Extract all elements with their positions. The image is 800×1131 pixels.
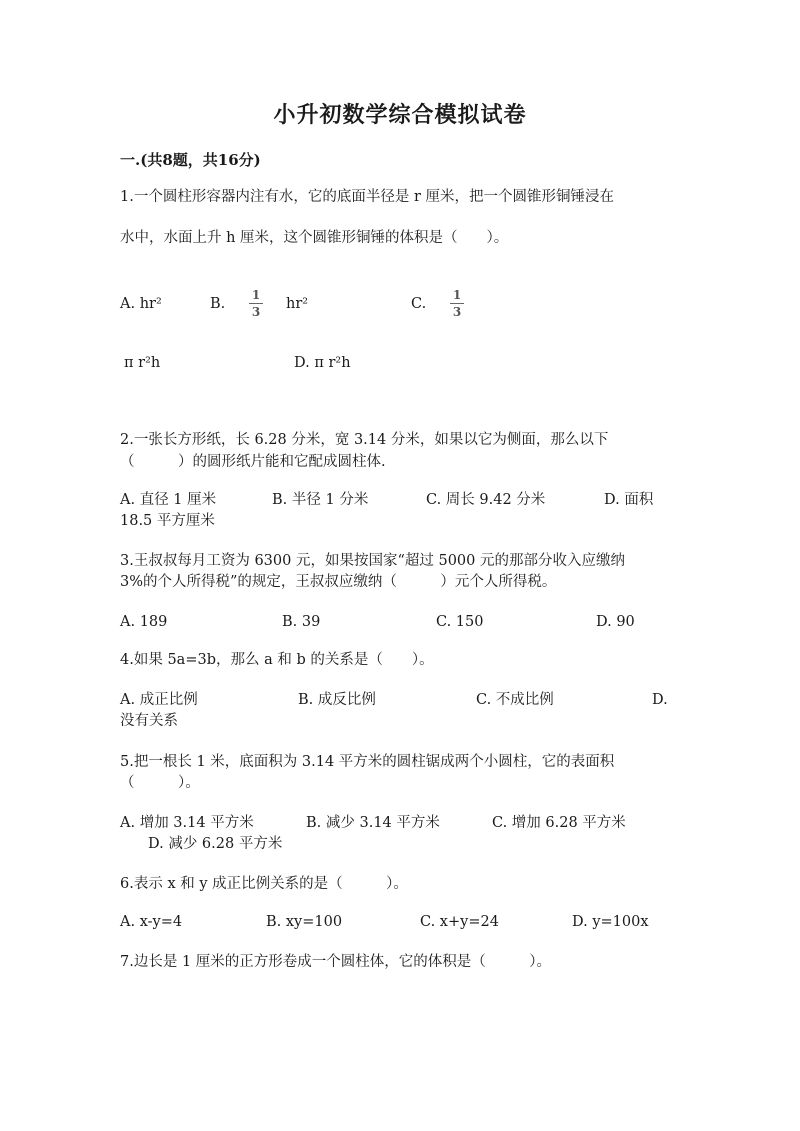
q1-option-b-label: B.: [210, 296, 226, 312]
q4-option-d: D.: [652, 692, 668, 708]
q4-option-a: A. 成正比例: [120, 692, 198, 708]
q2-option-c: C. 周长 9.42 分米: [426, 492, 546, 508]
q2-text-line2: （ ）的圆形纸片能和它配成圆柱体.: [120, 454, 386, 470]
q1-option-d: D. π r²h: [294, 355, 351, 371]
q4-option-b: B. 成反比例: [298, 692, 376, 708]
q3-option-a: A. 189: [120, 614, 168, 630]
q6-option-b: B. xy=100: [266, 914, 343, 930]
q1-option-b-fraction: [249, 288, 263, 319]
q1-option-c-label: C.: [411, 296, 427, 312]
q1-option-b-tail: hr²: [286, 296, 309, 312]
q1-text-line1: 1.一个圆柱形容器内注有水，它的底面半径是 r 厘米，把一个圆锥形铜锤浸在: [120, 189, 614, 205]
page-title: 小升初数学综合模拟试卷: [273, 102, 527, 128]
q5-option-c: C. 增加 6.28 平方米: [492, 815, 626, 831]
q5-option-b: B. 减少 3.14 平方米: [306, 815, 440, 831]
q6-option-c: C. x+y=24: [420, 914, 499, 930]
q6-option-d: D. y=100x: [572, 914, 649, 930]
fraction-bar: [450, 303, 464, 304]
q6-option-a: A. x-y=4: [120, 914, 183, 930]
q2-option-a: A. 直径 1 厘米: [120, 492, 217, 508]
q1-option-c-fraction: [450, 288, 464, 319]
q3-option-c: C. 150: [436, 614, 484, 630]
q1-option-a: A. hr²: [120, 296, 162, 312]
q2-text-line1: 2.一张长方形纸，长 6.28 分米，宽 3.14 分米，如果以它为侧面，那么以下: [120, 432, 609, 448]
q6-text-line1: 6.表示 x 和 y 成正比例关系的是（ ）。: [120, 876, 408, 892]
q4-option-d-cont: 没有关系: [120, 713, 178, 729]
q5-text-line1: 5.把一根长 1 米，底面积为 3.14 平方米的圆柱锯成两个小圆柱，它的表面积: [120, 754, 615, 770]
q1-option-c-tail: π r²h: [124, 355, 161, 371]
section-heading: 一.(共8题，共16分): [120, 151, 261, 169]
q3-text-line2: 3%的个人所得税”的规定，王叔叔应缴纳（ ）元个人所得税。: [120, 574, 557, 590]
fraction-denominator: 3: [452, 305, 462, 319]
q5-text-line2: （ ）。: [120, 775, 200, 791]
q1-text-line2: 水中，水面上升 h 厘米，这个圆锥形铜锤的体积是（ ）。: [120, 230, 509, 246]
q2-option-d-cont: 18.5 平方厘米: [120, 513, 215, 529]
q3-text-line1: 3.王叔叔每月工资为 6300 元，如果按国家“超过 5000 元的那部分收入应缴纳: [120, 553, 625, 569]
q5-option-d: D. 减少 6.28 平方米: [148, 836, 283, 852]
fraction-numerator: 1: [452, 288, 462, 302]
fraction-denominator: 3: [251, 305, 261, 319]
q4-text-line1: 4.如果 5a=3b，那么 a 和 b 的关系是（ ）。: [120, 652, 434, 668]
q2-option-b: B. 半径 1 分米: [272, 492, 369, 508]
q7-text-line1: 7.边长是 1 厘米的正方形卷成一个圆柱体，它的体积是（ ）。: [120, 954, 552, 970]
q5-option-a: A. 增加 3.14 平方米: [120, 815, 254, 831]
fraction-bar: [249, 303, 263, 304]
q4-option-c: C. 不成比例: [476, 692, 554, 708]
fraction-numerator: 1: [251, 288, 261, 302]
q3-option-b: B. 39: [282, 614, 321, 630]
q3-option-d: D. 90: [596, 614, 635, 630]
q2-option-d: D. 面积: [604, 492, 654, 508]
